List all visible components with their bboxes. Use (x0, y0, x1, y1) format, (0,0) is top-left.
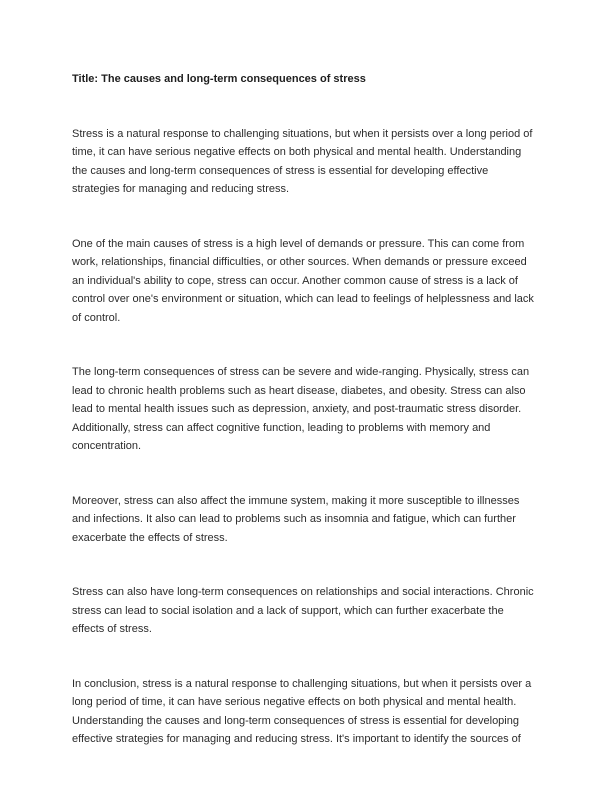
spacer (72, 199, 534, 235)
paragraph-immune-system: Moreover, stress can also affect the immune system, making it more susceptible to illnesses and infections. It also can lead to problems such as insomnia and fatigue, which can further exacerbate the effects of stress. (72, 494, 520, 544)
paragraph-causes: One of the main causes of stress is a high level of demands or pressure. This can come from work, relationships, financial difficulties, or other sources. When demands or pressure exceed an individual's ability to cope, stress can occur. Another common cause of stress is a lack of control over one's environment or situation, which can lead to feelings of helplessness and lack of control. (72, 237, 534, 324)
paragraph-consequences: The long-term consequences of stress can be severe and wide-ranging. Physically, stress can lead to chronic health problems such as heart disease, diabetes, and obesity. Stress can also lead to mental health issues such as depression, anxiety, and post-traumatic stress disorder. Additionally, stress can affect cognitive function, leading to problems with memory and concentration. (72, 366, 530, 452)
paragraph-conclusion: In conclusion, stress is a natural response to challenging situations, but when it persists over a long period of time, it can have serious negative effects on both physical and mental health. Understanding the causes and long-term consequences of stress is essential for developing effective strategies for managing and reducing stress. It's important to identify the sources of (72, 677, 532, 745)
document-title: Title: The causes and long-term consequences of stress (72, 73, 366, 85)
document-body (72, 70, 534, 749)
paragraph-relationships: Stress can also have long-term consequences on relationships and social interactions. Chronic stress can lead to social isolation and a lack of support, which can further exacerbate the effects of stress. (72, 586, 534, 635)
spacer (72, 89, 534, 125)
paragraph-introduction: Stress is a natural response to challenging situations, but when it persists over a long period of time, it can have serious negative effects on both physical and mental health. Understanding the causes and long-term consequences of stress is essential for developing effective strategies for managing and reducing stress. (72, 127, 533, 195)
spacer (72, 639, 534, 675)
spacer (72, 456, 534, 492)
spacer (72, 327, 534, 363)
spacer (72, 547, 534, 583)
